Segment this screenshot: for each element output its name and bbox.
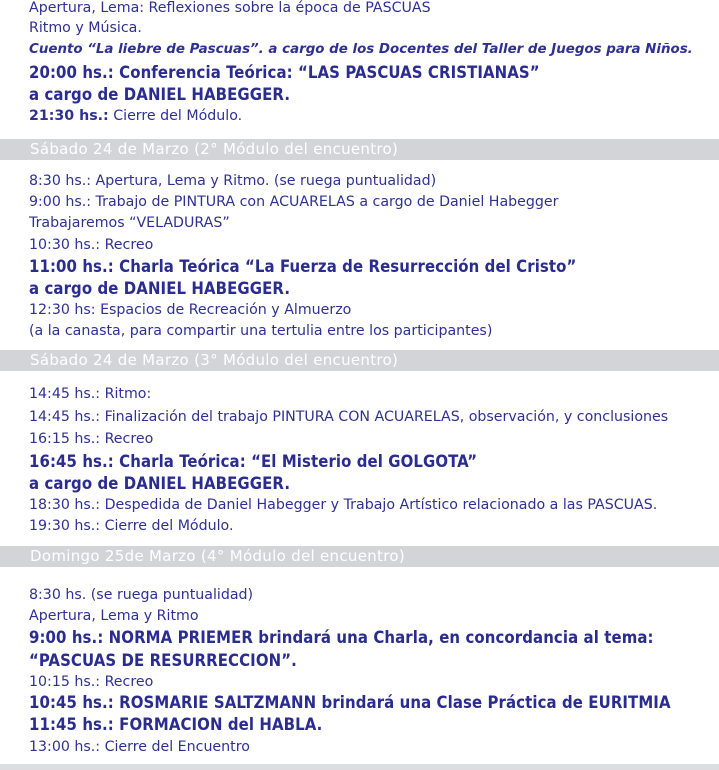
schedule-line: 13:00 hs.: Cierre del Encuentro xyxy=(29,739,250,755)
talk-title: 11:45 hs.: FORMACION del HABLA. xyxy=(29,715,323,734)
section-header-module-3: Sábado 24 de Marzo (3° Módulo del encuentro) xyxy=(30,351,399,369)
section-header-module-4: Domingo 25de Marzo (4° Módulo del encuentro) xyxy=(30,547,405,565)
schedule-line: 10:15 hs.: Recreo xyxy=(29,674,154,690)
section-header-bar xyxy=(0,350,719,371)
time: 19:30 hs.: xyxy=(29,518,101,534)
time: 14:45 hs.: xyxy=(29,386,101,402)
time: 14:45 hs.: xyxy=(29,409,101,425)
talk-title: 11:00 hs.: Charla Teórica “La Fuerza de Resurrección del Cristo” xyxy=(29,257,577,276)
activity: Ritmo: xyxy=(100,386,152,402)
activity: Recreo xyxy=(100,431,154,447)
conference-title: 20:00 hs.: Conferencia Teórica: “LAS PASCUAS CRISTIANAS” xyxy=(29,63,540,82)
schedule-line: 10:30 hs.: Recreo xyxy=(29,237,154,253)
talk-speaker: a cargo de DANIEL HABEGGER. xyxy=(29,474,291,493)
activity: Cierre del Módulo. xyxy=(100,518,234,534)
closing-time: 21:30 hs.: xyxy=(29,108,109,124)
section-header-module-2: Sábado 24 de Marzo (2° Módulo del encuentro) xyxy=(30,140,399,158)
schedule-line: 8:30 hs. (se ruega puntualidad) xyxy=(29,587,254,603)
rhythm-line: Ritmo y Música. xyxy=(29,20,142,36)
schedule-line xyxy=(29,517,234,535)
activity: Despedida de Daniel Habegger y Trabajo Artístico relacionado a las PASCUAS. xyxy=(100,497,658,513)
schedule-line xyxy=(29,430,153,448)
talk-subject: “PASCUAS DE RESURRECCION”. xyxy=(29,651,297,670)
talk-title: 16:45 hs.: Charla Teórica: “El Misterio del GOLGOTA” xyxy=(29,452,478,471)
section-header-bar xyxy=(0,546,719,567)
talk-title: 9:00 hs.: NORMA PRIEMER brindará una Charla, en concordancia al tema: xyxy=(29,628,654,647)
activity: Finalización del trabajo PINTURA CON ACUARELAS, observación, y conclusiones xyxy=(100,409,669,425)
schedule-line: 8:30 hs.: Apertura, Lema y Ritmo. (se ruega puntualidad) xyxy=(29,173,437,189)
opening-line: Apertura, Lema: Reflexiones sobre la época de PASCUAS xyxy=(29,0,431,16)
section-header-bar xyxy=(0,139,719,160)
time: 18:30 hs.: xyxy=(29,497,101,513)
conference-speaker: a cargo de DANIEL HABEGGER. xyxy=(29,85,291,104)
schedule-line xyxy=(29,496,657,514)
schedule-line: (a la canasta, para compartir una tertulia entre los participantes) xyxy=(29,323,493,339)
footer-divider xyxy=(0,764,719,770)
talk-speaker: a cargo de DANIEL HABEGGER. xyxy=(29,279,291,298)
story-line: Cuento “La liebre de Pascuas”. a cargo de los Docentes del Taller de Juegos para Niños. xyxy=(29,42,693,57)
time: 16:15 hs.: xyxy=(29,431,101,447)
schedule-line: 9:00 hs.: Trabajo de PINTURA con ACUARELAS a cargo de Daniel Habegger xyxy=(29,194,559,210)
schedule-line xyxy=(29,408,668,426)
schedule-line: Trabajaremos “VELADURAS” xyxy=(29,215,230,231)
closing-line xyxy=(29,107,242,125)
schedule-line: Apertura, Lema y Ritmo xyxy=(29,608,199,624)
talk-title: 10:45 hs.: ROSMARIE SALTZMANN brindará una Clase Práctica de EURITMIA xyxy=(29,693,671,712)
schedule-line xyxy=(29,385,151,403)
closing-text: Cierre del Módulo. xyxy=(108,108,243,124)
schedule-line: 12:30 hs: Espacios de Recreación y Almuerzo xyxy=(29,302,352,318)
